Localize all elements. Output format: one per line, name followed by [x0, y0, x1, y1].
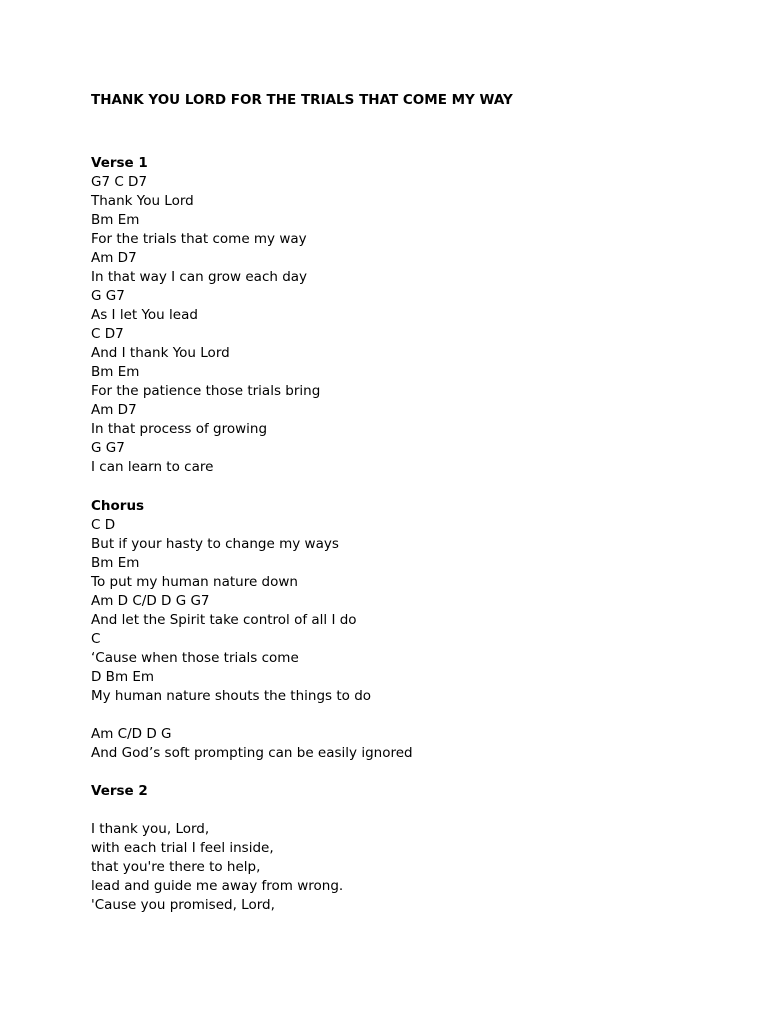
chorus-heading: Chorus	[91, 498, 145, 514]
lyric-line: I thank you, Lord,	[91, 821, 210, 837]
lyric-line: lead and guide me away from wrong.	[91, 878, 344, 894]
verse-1-heading: Verse 1	[91, 155, 148, 171]
chord-line: Am D C/D D G G7	[91, 593, 210, 609]
lyric-line: But if your hasty to change my ways	[91, 536, 339, 552]
lyric-line: To put my human nature down	[91, 574, 298, 590]
lyric-line: As I let You lead	[91, 307, 198, 323]
blank-line	[91, 706, 711, 725]
chord-line: Am C/D D G	[91, 726, 172, 742]
chord-line: G G7	[91, 440, 125, 456]
lyric-line: In that way I can grow each day	[91, 269, 308, 285]
lyric-line: My human nature shouts the things to do	[91, 688, 372, 704]
chord-line: G G7	[91, 288, 125, 304]
blank-line	[91, 801, 711, 820]
chord-line: C D	[91, 517, 116, 533]
verse-1-section	[91, 154, 711, 477]
lyric-line: that you're there to help,	[91, 859, 261, 875]
lyric-line: And let the Spirit take control of all I do	[91, 612, 357, 628]
chord-line: C D7	[91, 326, 124, 342]
lyric-line: I can learn to care	[91, 459, 214, 475]
lyric-line: 'Cause you promised, Lord,	[91, 897, 275, 913]
lyric-line: For the patience those trials bring	[91, 383, 321, 399]
lyric-line: Thank You Lord	[91, 193, 194, 209]
chord-line: Am D7	[91, 250, 137, 266]
lyric-line: with each trial I feel inside,	[91, 840, 274, 856]
chord-line: Am D7	[91, 402, 137, 418]
lyric-line: ‘Cause when those trials come	[91, 650, 299, 666]
chord-line: Bm Em	[91, 212, 140, 228]
chord-line: Bm Em	[91, 364, 140, 380]
lyric-line: And God’s soft prompting can be easily ignored	[91, 745, 413, 761]
chord-line: C	[91, 631, 101, 647]
song-title: THANK YOU LORD FOR THE TRIALS THAT COME MY WAY	[91, 92, 513, 108]
verse-2-section	[91, 782, 711, 915]
lyric-line: In that process of growing	[91, 421, 268, 437]
chorus-section	[91, 497, 711, 763]
lyric-line: And I thank You Lord	[91, 345, 230, 361]
chord-line: D Bm Em	[91, 669, 155, 685]
verse-2-heading: Verse 2	[91, 783, 148, 799]
chord-line: G7 C D7	[91, 174, 148, 190]
lyric-line: For the trials that come my way	[91, 231, 307, 247]
chord-line: Bm Em	[91, 555, 140, 571]
